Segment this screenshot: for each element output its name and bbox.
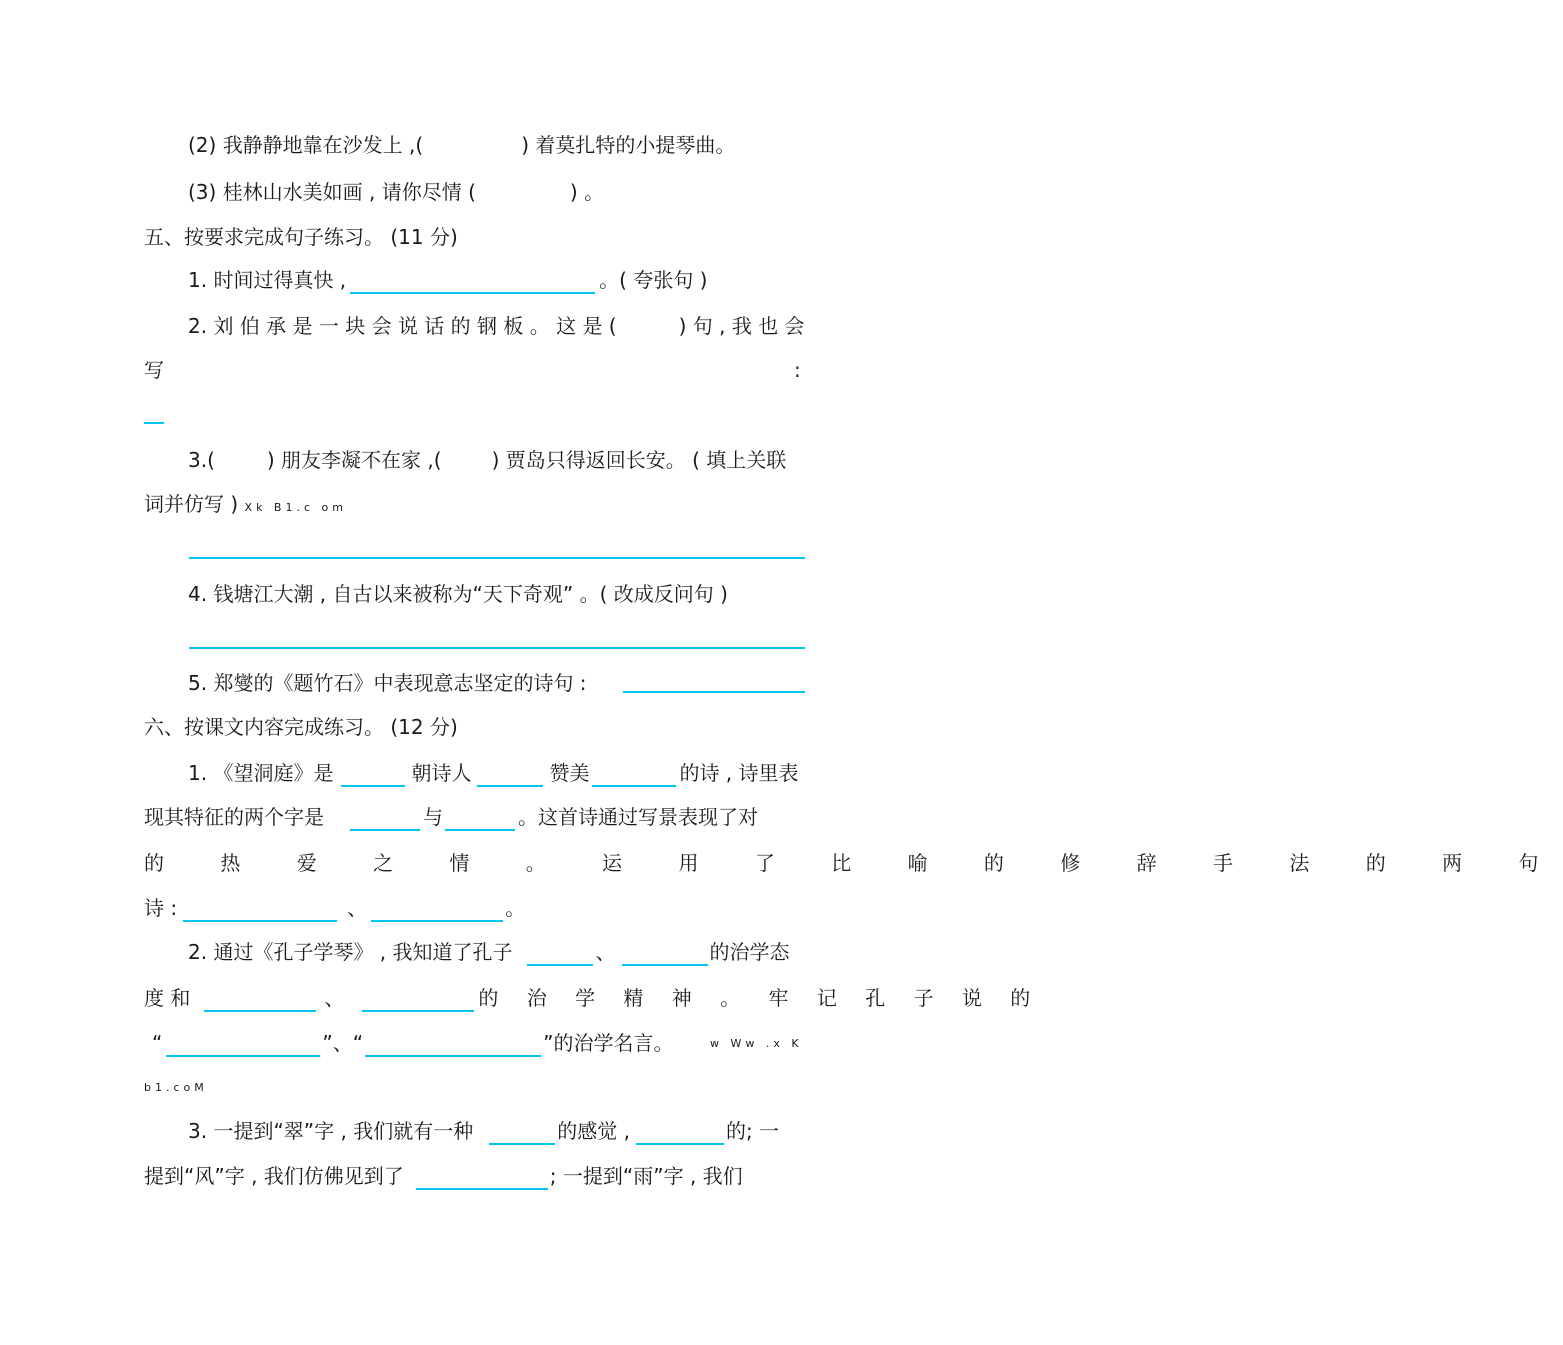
answer-blank[interactable] <box>341 761 405 787</box>
watermark-text: b1.coM <box>144 1081 208 1094</box>
answer-blank[interactable] <box>365 1031 541 1057</box>
s6-q2-line1: 2. 通过《孔子学琴》 , 我知道了孔子 、 的治学态 <box>188 940 790 964</box>
section6-heading: 六、按课文内容完成练习。 (12 分) <box>144 715 458 739</box>
answer-blank[interactable] <box>592 761 676 787</box>
s5-q5: 5. 郑燮的《题竹石》中表现意志坚定的诗句 : <box>188 671 587 695</box>
s6-q3-line2: 提到“风”字 , 我们仿佛见到了 ; 一提到“雨”字 , 我们 <box>144 1164 743 1188</box>
answer-blank[interactable] <box>416 1164 548 1190</box>
s6-q1-line2: 现其特征的两个字是 与 。这首诗通过写景表现了对 <box>144 805 758 829</box>
s6-q3-line1: 3. 一提到“翠”字 , 我们就有一种 的感觉 , 的; 一 <box>188 1119 780 1143</box>
answer-blank[interactable] <box>183 896 337 922</box>
answer-blank[interactable] <box>166 1031 320 1057</box>
section5-heading: 五、按要求完成句子练习。 (11 分) <box>144 225 458 249</box>
q4-item-2: (2) 我静静地靠在沙发上 ,( ) 着莫扎特的小提琴曲。 <box>188 133 736 157</box>
answer-line[interactable] <box>144 422 164 424</box>
s5-q3-line2: 词并仿写 ) Xk B1.c om <box>144 492 347 516</box>
s6-q2-line2: 度 和 、 的 治 学 精 神 。 牢 记 孔 子 说 的 <box>144 986 1042 1010</box>
s5-q3: 3.( ) 朋友李凝不在家 ,( ) 贾岛只得返回长安。 ( 填上关联 <box>188 448 787 472</box>
answer-blank[interactable] <box>350 268 595 294</box>
answer-blank[interactable] <box>527 940 593 966</box>
answer-line[interactable] <box>189 647 805 649</box>
watermark-text: Xk B1.c om <box>244 501 347 514</box>
answer-blank[interactable] <box>350 805 420 831</box>
answer-blank[interactable] <box>445 805 515 831</box>
s6-q2-line3: “ ”、“ ”的治学名言。 <box>152 1031 674 1055</box>
answer-line[interactable] <box>189 557 805 559</box>
s5-q2-line2-colon: : <box>794 358 801 382</box>
q4-item-3: (3) 桂林山水美如画 , 请你尽情 ( ) 。 <box>188 180 605 204</box>
answer-blank[interactable] <box>362 986 474 1012</box>
answer-blank[interactable] <box>636 1119 724 1145</box>
answer-blank[interactable] <box>371 896 503 922</box>
answer-blank[interactable] <box>477 761 543 787</box>
s6-q1-line3: 的 热 爱 之 情 。 运 用 了 比 喻 的 修 辞 手 法 的 两 句 <box>144 851 1563 875</box>
answer-line[interactable] <box>623 691 805 693</box>
answer-blank[interactable] <box>204 986 316 1012</box>
answer-blank[interactable] <box>489 1119 555 1145</box>
s6-q1-line4: 诗 : 、 。 <box>144 896 526 920</box>
watermark-text: w Ww .x K <box>710 1037 803 1050</box>
s5-q1: 1. 时间过得真快 , 。( 夸张句 ) <box>188 268 708 292</box>
answer-blank[interactable] <box>622 940 708 966</box>
s5-q2: 2. 刘 伯 承 是 一 块 会 说 话 的 钢 板 。 这 是 ( ) 句 , 我 也 会 <box>188 314 805 338</box>
s5-q2-line2-start: 写 <box>144 358 164 382</box>
s6-q1-line1: 1. 《望洞庭》是 朝诗人 赞美 的诗 , 诗里表 <box>188 761 799 785</box>
s5-q4: 4. 钱塘江大潮 , 自古以来被称为“天下奇观” 。( 改成反问句 ) <box>188 582 728 606</box>
